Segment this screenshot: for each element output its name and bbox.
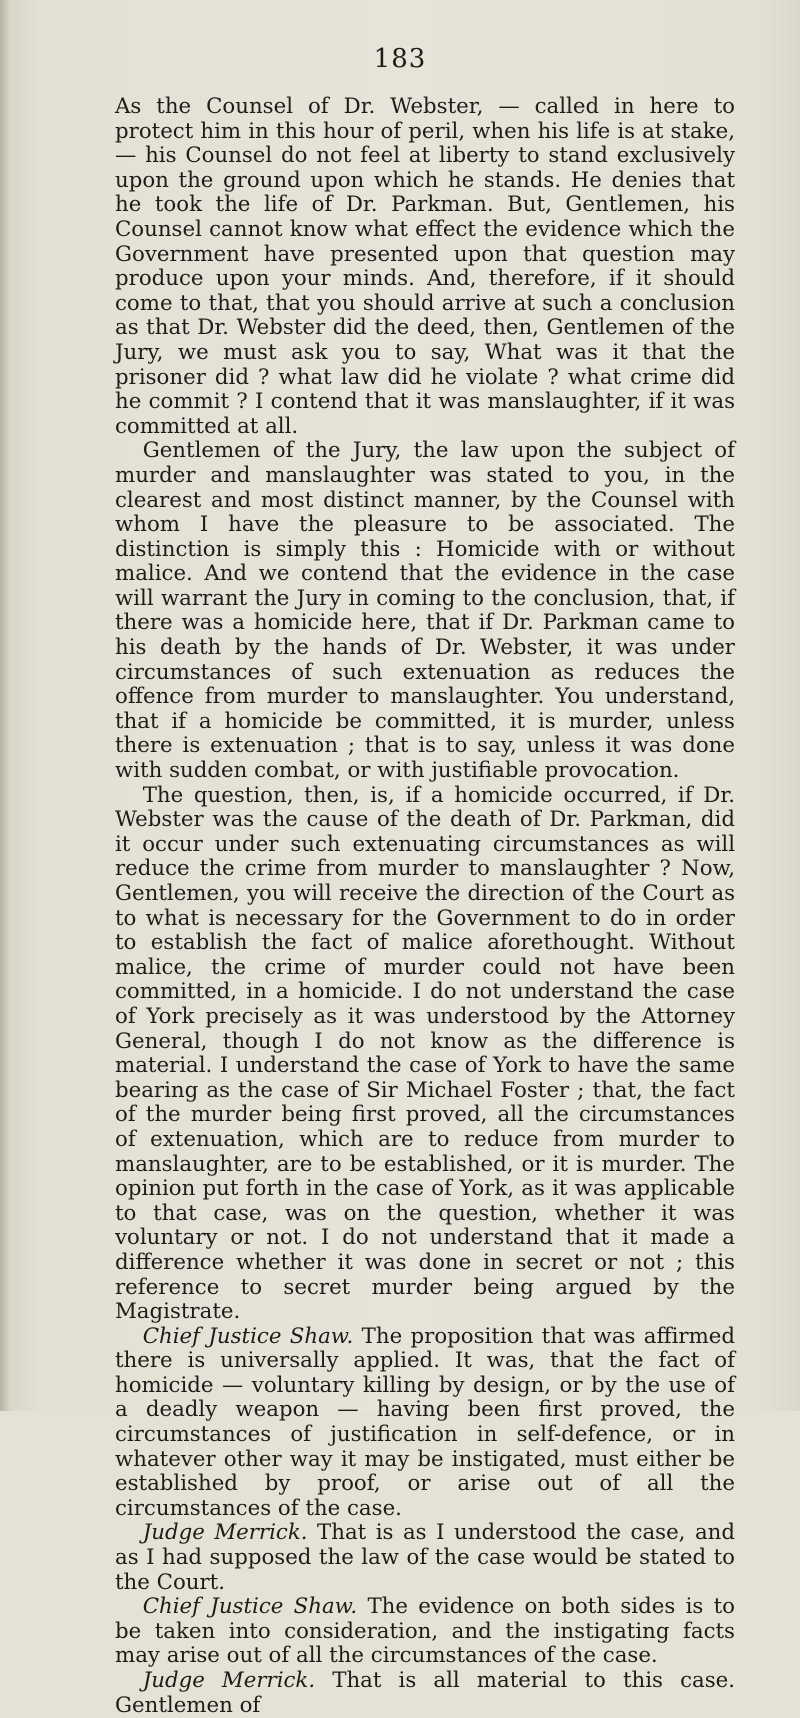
- paragraph-6: [115, 1595, 735, 1669]
- paragraph-5: [115, 1521, 735, 1595]
- speaker-name: Judge Merrick.: [142, 1520, 308, 1546]
- paragraph-3: [115, 784, 735, 1325]
- paragraph-text: The question, then, is, if a homicide occurred, if Dr. Webster was the cause of the death of Dr. Parkman, did it occur under such extenuating circumstances as will reduce the crime from murder to manslaughter ? Now, Gentlemen, you will receive the direction of the Court as to what is necessary for the Government to do in order to establish the fact of malice aforethought. Without malice, the crime of murder could not have been committed, in a homicide. I do not understand the case of York precisely as it was understood by the Attorney General, though I do not know as the difference is material. I understand the case of York to have the same bearing as the case of Sir Michael Foster ; that, the fact of the murder being first proved, all the circumstances of extenuation, which are to reduce from murder to manslaughter, are to be established, or it is murder. The opinion put forth in the case of York, as it was applicable to that case, was on the question, whether it was voluntary or not. I do not understand that it made a difference whether it was done in secret or not ; this reference to secret murder being argued by the Magistrate.: [115, 782, 735, 1325]
- paragraph-text: As the Counsel of Dr. Webster, — called in here to protect him in this hour of peril, when his life is at stake, — his Counsel do not feel at liberty to stand exclusively upon the ground upon which he stands. He denies that he took the life of Dr. Parkman. But, Gentlemen, his Counsel cannot know what effect the evidence which the Government have presented upon that question may produce upon your minds. And, therefore, if it should come to that, that you should arrive at such a conclusion as that Dr. Webster did the deed, then, Gentlemen of the Jury, we must ask you to say, What was it that the prisoner did ? what law did he violate ? what crime did he commit ? I contend that it was manslaughter, if it was committed at all.: [115, 94, 735, 439]
- paragraph-text: That is as I understood the case, and as I had supposed the law of the case would be stated to the Court.: [115, 1520, 736, 1595]
- paragraph-7: [115, 1669, 735, 1718]
- speaker-name: Chief Justice Shaw.: [142, 1323, 354, 1349]
- paragraph-text: The evidence on both sides is to be taken into consideration, and the instigating facts may arise out of all the circumstances of the case.: [115, 1594, 736, 1669]
- paragraph-1: [115, 95, 735, 439]
- page-number: 183: [373, 44, 427, 74]
- body-text: [115, 95, 735, 1718]
- speaker-name: Judge Merrick.: [142, 1668, 316, 1693]
- paragraph-text: That is all material to this case. Gentlemen of: [115, 1668, 736, 1718]
- page-gutter-shadow: [0, 0, 10, 1411]
- paragraph-2: [115, 439, 735, 783]
- paragraph-text: Gentlemen of the Jury, the law upon the subject of murder and manslaughter was stated to you, in the clearest and most distinct manner, by the Counsel with whom I have the pleasure to be associated. The distinction is simply this : Homicide with or without malice. And we contend that the evidence in the case will warrant the Jury in coming to the conclusion, that, if there was a homicide here, that if Dr. Parkman came to his death by the hands of Dr. Webster, it was under circumstances of such extenuation as reduces the offence from murder to manslaughter. You understand, that if a homicide be committed, it is murder, unless there is extenuation ; that is to say, unless it was done with sudden combat, or with justifiable provocation.: [115, 438, 735, 784]
- paragraph-4: [115, 1325, 735, 1522]
- speaker-name: Chief Justice Shaw.: [142, 1594, 358, 1620]
- paragraph-text: The proposition that was affirmed there is universally applied. It was, that the fact of homicide — voluntary killing by design, or by the use of a deadly weapon — having been first proved, the circumstances of justification in self-defence, or in whatever other way it may be instigated, must either be established by proof, or arise out of all the circumstances of the case.: [115, 1323, 735, 1521]
